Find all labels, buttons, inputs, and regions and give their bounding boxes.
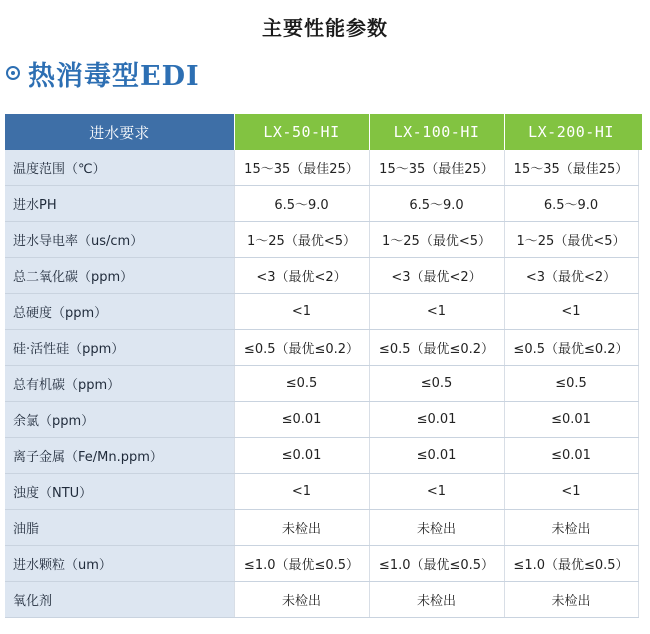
table-row [5, 402, 638, 438]
row-label: 进水颗粒（um） [5, 546, 234, 582]
row-label: 进水PH [5, 186, 234, 222]
table-cell: 15～35（最佳25） [504, 150, 638, 186]
table-cell: 6.5～9.0 [504, 186, 638, 222]
table-cell: ≤1.0（最优≤0.5） [234, 546, 369, 582]
table-cell: <3（最优<2） [234, 258, 369, 294]
table-cell: <1 [369, 294, 504, 330]
table-cell: ≤0.01 [369, 438, 504, 474]
table-cell: ≤1.0（最优≤0.5） [369, 546, 504, 582]
page-title: 主要性能参数 [262, 16, 388, 40]
table-cell: 未检出 [234, 582, 369, 618]
table-cell: ≤0.5 [234, 366, 369, 402]
row-label: 进水导电率（us/cm） [5, 222, 234, 258]
spec-table [5, 114, 639, 618]
table-row [5, 150, 638, 186]
header-edge-strip [638, 114, 642, 150]
table-cell: ≤0.01 [234, 438, 369, 474]
table-row [5, 186, 638, 222]
table-row [5, 366, 638, 402]
column-header-model: LX-50-HI [234, 114, 369, 150]
table-cell: <1 [504, 294, 638, 330]
table-cell: ≤0.5 [504, 366, 638, 402]
table-cell: ≤0.01 [504, 438, 638, 474]
table-cell: 未检出 [369, 510, 504, 546]
table-cell: ≤0.01 [369, 402, 504, 438]
table-cell: <1 [504, 474, 638, 510]
table-cell: 未检出 [504, 582, 638, 618]
row-label: 总有机碳（ppm） [5, 366, 234, 402]
table-cell: <1 [369, 474, 504, 510]
table-row [5, 330, 638, 366]
row-label: 油脂 [5, 510, 234, 546]
column-header-requirement: 进水要求 [5, 114, 234, 150]
table-cell: ≤0.5（最优≤0.2） [369, 330, 504, 366]
table-cell: 1～25（最优<5） [234, 222, 369, 258]
table-cell: 1～25（最优<5） [369, 222, 504, 258]
row-label: 温度范围（℃） [5, 150, 234, 186]
table-cell: 1～25（最优<5） [504, 222, 638, 258]
table-cell: <3（最优<2） [504, 258, 638, 294]
row-label: 氧化剂 [5, 582, 234, 618]
table-cell: 未检出 [234, 510, 369, 546]
table-cell: ≤0.01 [234, 402, 369, 438]
row-label: 总硬度（ppm） [5, 294, 234, 330]
table-cell: 未检出 [504, 510, 638, 546]
table-cell: 15～35（最佳25） [234, 150, 369, 186]
section-title: 热消毒型EDI [28, 60, 200, 92]
table-cell: <1 [234, 294, 369, 330]
table-cell: ≤0.5（最优≤0.2） [234, 330, 369, 366]
table-cell: 未检出 [369, 582, 504, 618]
table-cell: 15～35（最佳25） [369, 150, 504, 186]
row-label: 余氯（ppm） [5, 402, 234, 438]
table-cell: <1 [234, 474, 369, 510]
table-row [5, 582, 638, 618]
table-cell: ≤1.0（最优≤0.5） [504, 546, 638, 582]
table-row [5, 222, 638, 258]
column-header-model: LX-100-HI [369, 114, 504, 150]
table-cell: <3（最优<2） [369, 258, 504, 294]
row-label: 总二氧化碳（ppm） [5, 258, 234, 294]
row-label: 浊度（NTU） [5, 474, 234, 510]
table-cell: 6.5～9.0 [234, 186, 369, 222]
table-row [5, 510, 638, 546]
table-cell: ≤0.01 [504, 402, 638, 438]
table-cell: 6.5～9.0 [369, 186, 504, 222]
table-row [5, 258, 638, 294]
section-heading [6, 55, 200, 91]
table-row [5, 546, 638, 582]
circle-dot-icon [6, 66, 20, 80]
table-cell: ≤0.5 [369, 366, 504, 402]
table-row [5, 438, 638, 474]
table-cell: ≤0.5（最优≤0.2） [504, 330, 638, 366]
row-label: 离子金属（Fe/Mn.ppm） [5, 438, 234, 474]
table-header-row [5, 114, 638, 150]
column-header-model: LX-200-HI [504, 114, 638, 150]
table-row [5, 474, 638, 510]
table-row [5, 294, 638, 330]
row-label: 硅·活性硅（ppm） [5, 330, 234, 366]
